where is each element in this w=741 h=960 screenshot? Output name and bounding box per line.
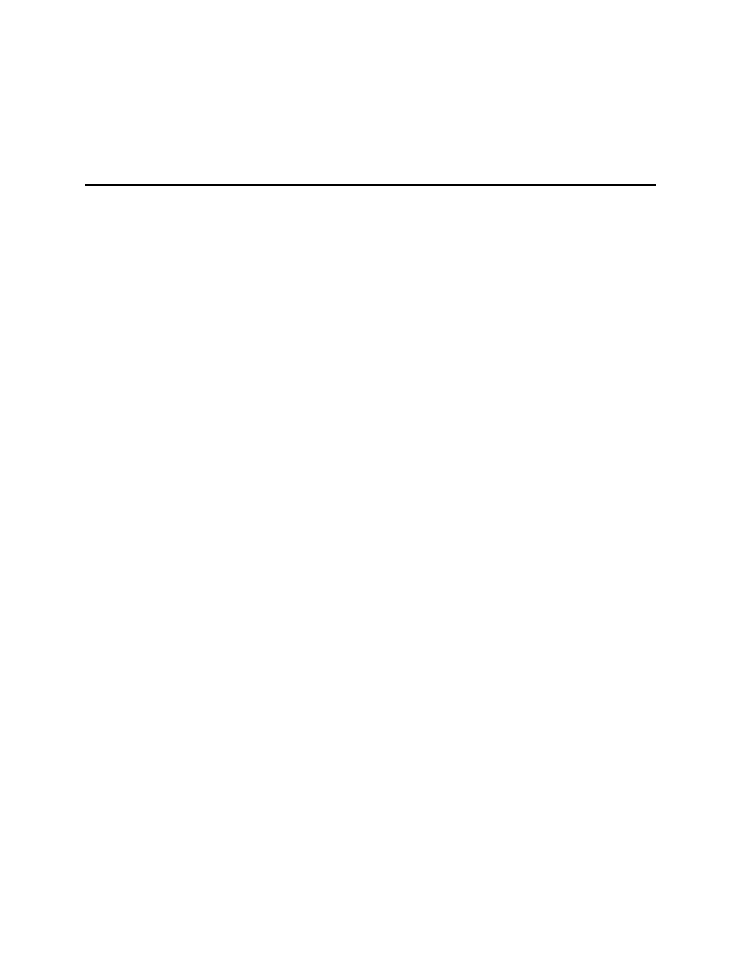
horizontal-rule — [85, 184, 656, 186]
